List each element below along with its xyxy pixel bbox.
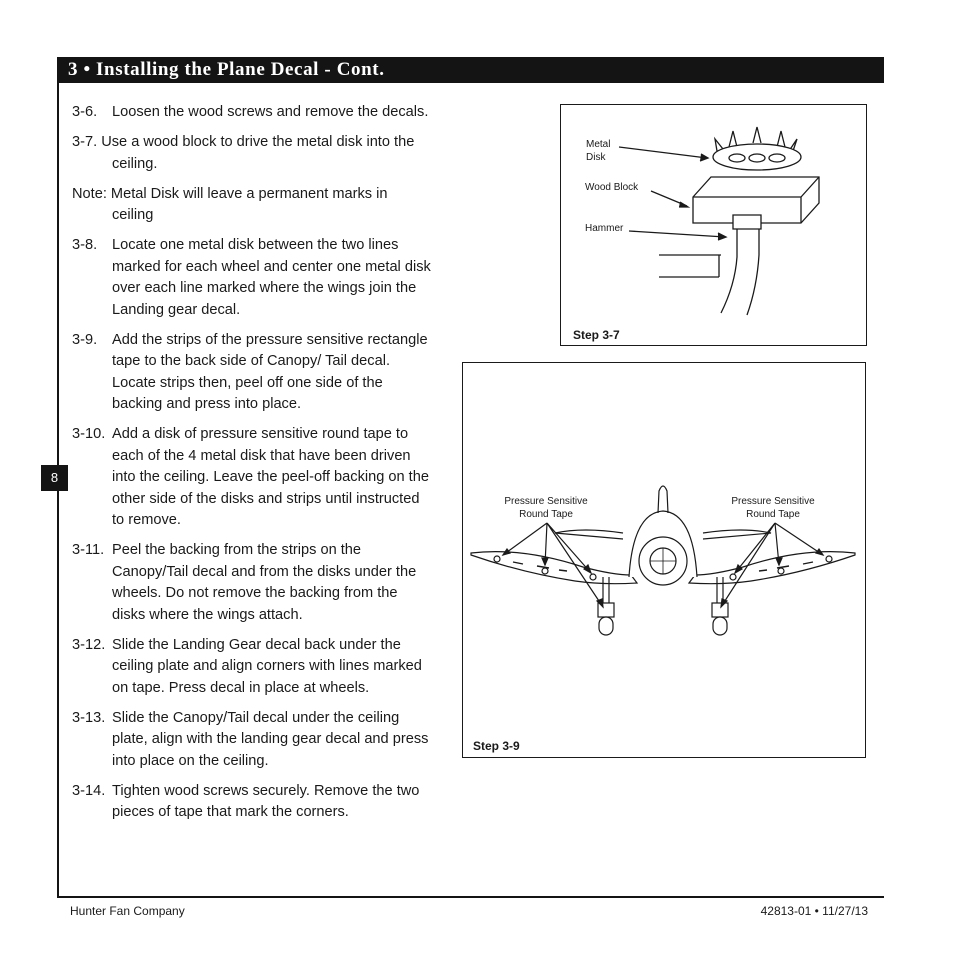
figure-caption: Step 3-7	[573, 328, 620, 342]
step-number: 3-8.	[72, 237, 98, 253]
step-number: 3-9.	[72, 331, 98, 348]
instruction-steps	[72, 102, 432, 832]
step-3-9	[72, 330, 432, 416]
step-3-13	[72, 708, 432, 773]
footer-doc-id: 42813-01 • 11/27/13	[760, 904, 868, 918]
label-hammer: Hammer	[585, 223, 624, 234]
note-metal-disk: Note: Metal Disk will leave a permanent marks in ceiling	[72, 185, 388, 223]
step-text: Slide the Landing Gear decal back under the ceiling plate and align corners with lines marked on tape. Press decal in place at wheels.	[112, 636, 422, 696]
step-text: Peel the backing from the strips on the Canopy/Tail decal and from the disks under the wheels. Do not remove the backing from the disks where the wings attach.	[112, 542, 417, 623]
footer-company: Hunter Fan Company	[70, 904, 185, 918]
step-number: 3-10.	[72, 426, 106, 442]
label-wood-block: Wood Block	[585, 182, 639, 193]
page-number-tab: 8	[41, 465, 68, 491]
plane-decal-illustration	[463, 363, 865, 757]
step-3-14	[72, 781, 432, 824]
step-text: Loosen the wood screws and remove the decals.	[112, 104, 429, 120]
step-number: 3-12.	[72, 636, 106, 653]
label-metal: Metal	[586, 139, 611, 150]
step-3-11	[72, 540, 432, 626]
bottom-border-rule	[57, 896, 884, 898]
figure-caption: Step 3-9	[473, 739, 520, 753]
step-3-12	[72, 635, 432, 700]
step-number: 3-6.	[72, 104, 98, 120]
step-text: Locate one metal disk between the two lines marked for each wheel and center one metal disk over each line marked where the wings join the Landing gear decal.	[112, 237, 431, 318]
step-number: 3-13.	[72, 709, 106, 726]
step-number: 3-11.	[72, 542, 105, 558]
step-3-10	[72, 424, 432, 532]
label-disk: Disk	[586, 152, 606, 163]
label-right-pressure-sensitive: Pressure Sensitive	[731, 496, 815, 507]
step-text: Tighten wood screws securely. Remove the two pieces of tape that mark the corners.	[112, 782, 420, 820]
step-3-8	[72, 235, 432, 321]
step-3-7: 3-7. Use a wood block to drive the metal disk into the ceiling.	[72, 134, 415, 172]
step-text: Add the strips of the pressure sensitive rectangle tape to the back side of Canopy/ Tail decal. Locate strips then, peel off one side of the backing and press into place.	[112, 331, 428, 412]
section-title: 3 • Installing the Plane Decal - Cont.	[58, 57, 884, 83]
figure-step-3-9	[462, 362, 866, 758]
step-text: Slide the Canopy/Tail decal under the ceiling plate, align with the landing gear decal and press into place on the ceiling.	[112, 709, 429, 769]
figure-step-3-7	[560, 104, 867, 346]
label-right-round-tape: Round Tape	[746, 509, 800, 520]
label-left-pressure-sensitive: Pressure Sensitive	[504, 496, 588, 507]
step-number: 3-14.	[72, 782, 106, 799]
step-text: Add a disk of pressure sensitive round tape to each of the 4 metal disk that have been driven into the ceiling. Leave the peel-off backing on the other side of the disks and strips until instructed to remove.	[112, 426, 429, 528]
step-3-6	[72, 102, 432, 124]
label-left-round-tape: Round Tape	[519, 509, 573, 520]
